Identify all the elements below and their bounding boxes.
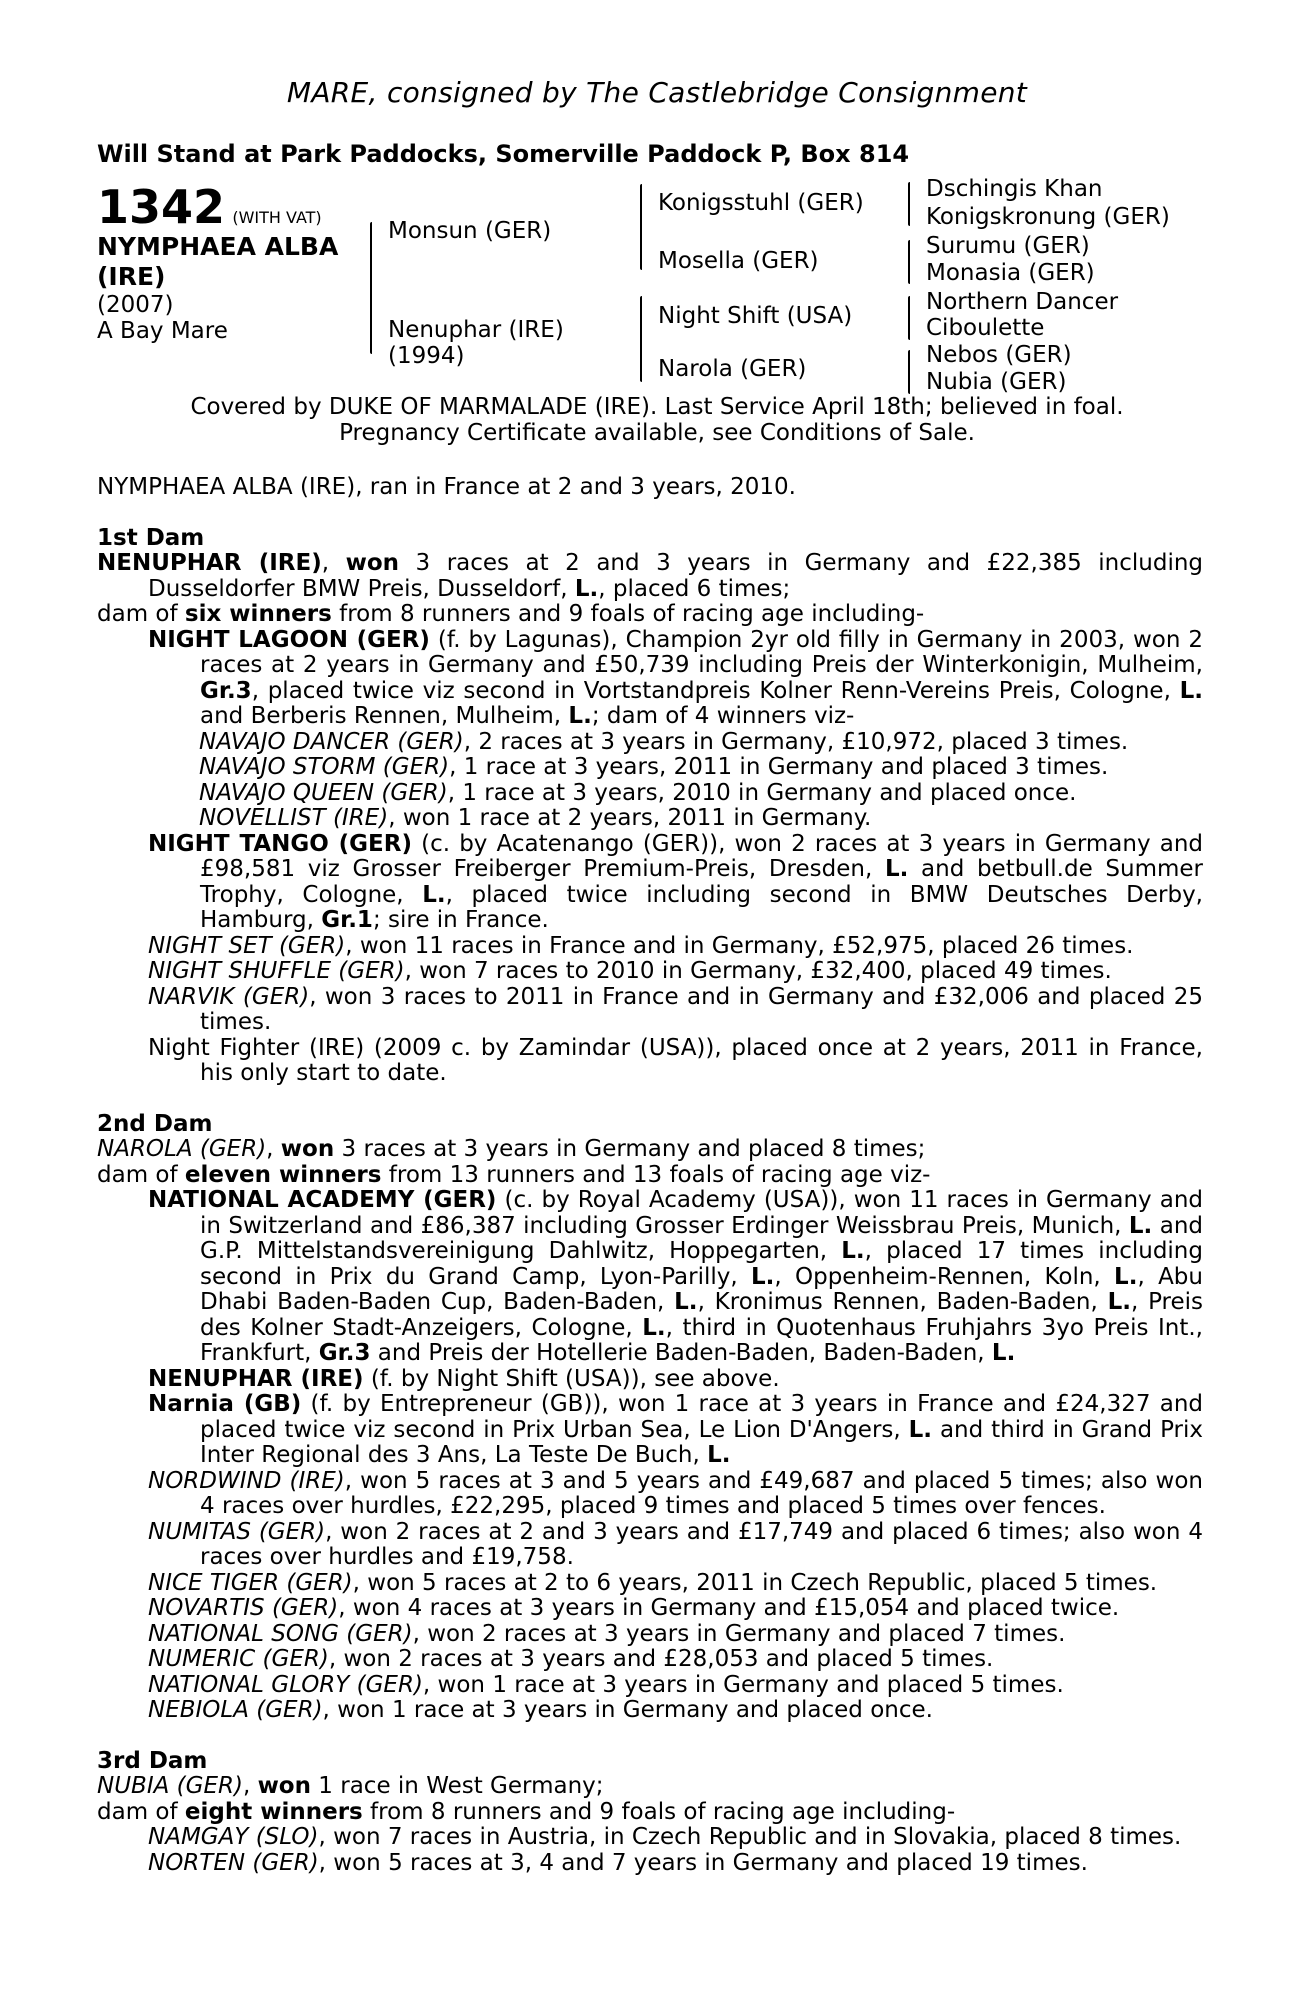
brace <box>908 240 910 284</box>
progeny-entry: NATIONAL SONG (GER), won 2 races at 3 years in Germany and placed 7 times. <box>148 1620 1066 1647</box>
dam-entry: NAROLA (GER), won 3 races at 3 years in Germany and placed 8 times; <box>97 1136 926 1162</box>
dam-entry: NENUPHAR (IRE), won 3 races at 2 and 3 years in Germany and £22,385 including Dusseldorfer BMW Preis, Dusseldorf, L., placed 6 times; <box>97 550 1204 602</box>
progeny-entry: NIGHT LAGOON (GER) (f. by Lagunas), Champion 2yr old filly in Germany in 2003, won 2 races at 2 years in Germany and £50,739 including Preis der Winterkonigin, Mulheim, Gr.3, placed twice viz second in Vortstandpreis Kolner Renn-Vereins Preis, Cologne, L. and Berberis Rennen, Mulheim, L.; dam of 4 winners viz- <box>148 626 1203 729</box>
grandprogeny-entry: NAVAJO STORM (GER), 1 race at 3 years, 2011 in Germany and placed 3 times. <box>199 754 1109 780</box>
lot-number: 1342 <box>97 180 226 234</box>
lot-block <box>97 182 357 344</box>
progeny-entry: NENUPHAR (IRE) (f. by Night Shift (USA)), see above. <box>148 1365 780 1392</box>
covering-line: Covered by DUKE OF MARMALADE (IRE). Last Service April 18th; believed in foal. <box>190 394 1124 420</box>
vat-label: (WITH VAT) <box>232 208 322 227</box>
dam-sire: Night Shift (USA) <box>658 303 853 329</box>
sire-dam: Mosella (GER) <box>658 248 819 274</box>
progeny-entry: Night Fighter (IRE) (2009 c. by Zamindar (USA)), placed once at 2 years, 2011 in France, his only start to date. <box>148 1034 1203 1086</box>
progeny-entry: NORDWIND (IRE), won 5 races at 3 and 5 years and £49,687 and placed 5 times; also won 4 races over hurdles, £22,295, placed 9 times and placed 5 times over fences. <box>148 1467 1203 1519</box>
sds: Surumu (GER) <box>926 233 1090 259</box>
consignor-header: MARE, consigned by The Castlebridge Consignment <box>286 76 1028 109</box>
dss: Northern Dancer <box>926 289 1119 315</box>
sss: Dschingis Khan <box>926 176 1103 202</box>
progeny-entry: NUMERIC (GER), won 2 races at 3 years and £28,053 and placed 5 times. <box>148 1646 994 1672</box>
progeny-entry: NARVIK (GER), won 3 races to 2011 in France and in Germany and £32,006 and placed 25 times. <box>148 983 1203 1035</box>
catalogue-body <box>97 475 1203 1876</box>
grandprogeny-entry: NAVAJO QUEEN (GER), 1 race at 3 years, 2010 in Germany and placed once. <box>199 779 1077 806</box>
horse-country: (IRE) <box>97 262 166 291</box>
horse-year: (2007) <box>97 292 174 318</box>
section-heading: 2nd Dam <box>97 1110 213 1137</box>
brace <box>908 182 910 226</box>
dam-year: (1994) <box>388 343 465 369</box>
section-heading: 3rd Dam <box>97 1747 208 1774</box>
sire-sire: Konigsstuhl (GER) <box>658 190 864 216</box>
progeny-entry: NUMITAS (GER), won 2 races at 2 and 3 years and £17,749 and placed 6 times; also won 4 races over hurdles and £19,758. <box>148 1518 1203 1570</box>
section-heading: 1st Dam <box>97 524 205 551</box>
sdd: Monasia (GER) <box>926 260 1095 286</box>
brace <box>908 350 910 394</box>
progeny-entry: NORTEN (GER), won 5 races at 3, 4 and 7 years in Germany and placed 19 times. <box>148 1849 1088 1876</box>
dam-entry: NUBIA (GER), won 1 race in West Germany; <box>97 1773 604 1799</box>
ddd: Nubia (GER) <box>926 369 1067 395</box>
brace <box>370 222 372 354</box>
stand-location: Will Stand at Park Paddocks, Somerville Paddock P, Box 814 <box>97 140 910 168</box>
certificate-line: Pregnancy Certificate available, see Conditions of Sale. <box>339 420 975 446</box>
brace <box>908 296 910 340</box>
dam-of-line: dam of six winners from 8 runners and 9 foals of racing age including- <box>97 601 925 627</box>
covering-info <box>0 394 1314 446</box>
progeny-entry: Narnia (GB) (f. by Entrepreneur (GB)), won 1 race at 3 years in France and £24,327 and placed twice viz second in Prix Urban Sea, Le Lion D'Angers, L. and third in Grand Prix Inter Regional des 3 Ans, La Teste De Buch, L. <box>148 1391 1204 1468</box>
progeny-entry: NIGHT SHUFFLE (GER), won 7 races to 2010 in Germany, £32,400, placed 49 times. <box>148 958 1112 984</box>
grandprogeny-entry: NOVELLIST (IRE), won 1 race at 2 years, 2011 in Germany. <box>199 805 872 831</box>
progeny-entry: NOVARTIS (GER), won 4 races at 3 years in Germany and £15,054 and placed twice. <box>148 1595 1120 1621</box>
progeny-entry: NATIONAL ACADEMY (GER) (c. by Royal Academy (USA)), won 11 races in Germany and in Switzerland and £86,387 including Grosser Erdinger Weissbrau Preis, Munich, L. and G.P. Mittelstandsvereinigung Dahlwitz, Hoppegarten, L., placed 17 times including second in Prix du Grand Camp, Lyon-Parilly, L., Oppenheim-Rennen, Koln, L., Abu Dhabi Baden-Baden Cup, Baden-Baden, L., Kronimus Rennen, Baden-Baden, L., Preis des Kolner Stadt-Anzeigers, Cologne, L., third in Quotenhaus Fruhjahrs 3yo Preis Int., Frankfurt, Gr.3 and Preis der Hotellerie Baden-Baden, Baden-Baden, L. <box>148 1187 1204 1366</box>
progeny-entry: NAMGAY (SLO), won 7 races in Austria, in Czech Republic and in Slovakia, placed 8 times. <box>148 1824 1182 1850</box>
dsd: Ciboulette <box>926 315 1045 341</box>
dam-dam: Narola (GER) <box>658 356 807 382</box>
progeny-entry: NIGHT SET (GER), won 11 races in France and in Germany, £52,975, placed 26 times. <box>148 932 1134 959</box>
progeny-entry: NATIONAL GLORY (GER), won 1 race at 3 years in Germany and placed 5 times. <box>148 1671 1064 1698</box>
grandprogeny-entry: NAVAJO DANCER (GER), 2 races at 3 years in Germany, £10,972, placed 3 times. <box>199 728 1129 755</box>
sire: Monsun (GER) <box>388 218 552 244</box>
dam-of-line: dam of eight winners from 8 runners and 9 foals of racing age including- <box>97 1798 956 1825</box>
progeny-entry: NIGHT TANGO (GER) (c. by Acatenango (GER)), won 2 races at 3 years in Germany and £98,581 viz Grosser Freiberger Premium-Preis, Dresden, L. and betbull.de Summer Trophy, Cologne, L., placed twice including second in BMW Deutsches Derby, Hamburg, Gr.1; sire in France. <box>148 830 1203 933</box>
brace <box>640 296 642 382</box>
horse-name: NYMPHAEA ALBA <box>97 232 339 261</box>
race-record: NYMPHAEA ALBA (IRE), ran in France at 2 and 3 years, 2010. <box>97 474 796 500</box>
ssd: Konigskronung (GER) <box>926 204 1170 230</box>
dam-of-line: dam of eleven winners from 13 runners and 13 foals of racing age viz- <box>97 1161 931 1188</box>
progeny-entry: NEBIOLA (GER), won 1 race at 3 years in Germany and placed once. <box>148 1697 933 1723</box>
horse-description: A Bay Mare <box>97 318 228 344</box>
progeny-entry: NICE TIGER (GER), won 5 races at 2 to 6 years, 2011 in Czech Republic, placed 5 times. <box>148 1569 1158 1596</box>
dam: Nenuphar (IRE) <box>388 317 564 343</box>
brace <box>640 184 642 270</box>
dds: Nebos (GER) <box>926 342 1072 368</box>
